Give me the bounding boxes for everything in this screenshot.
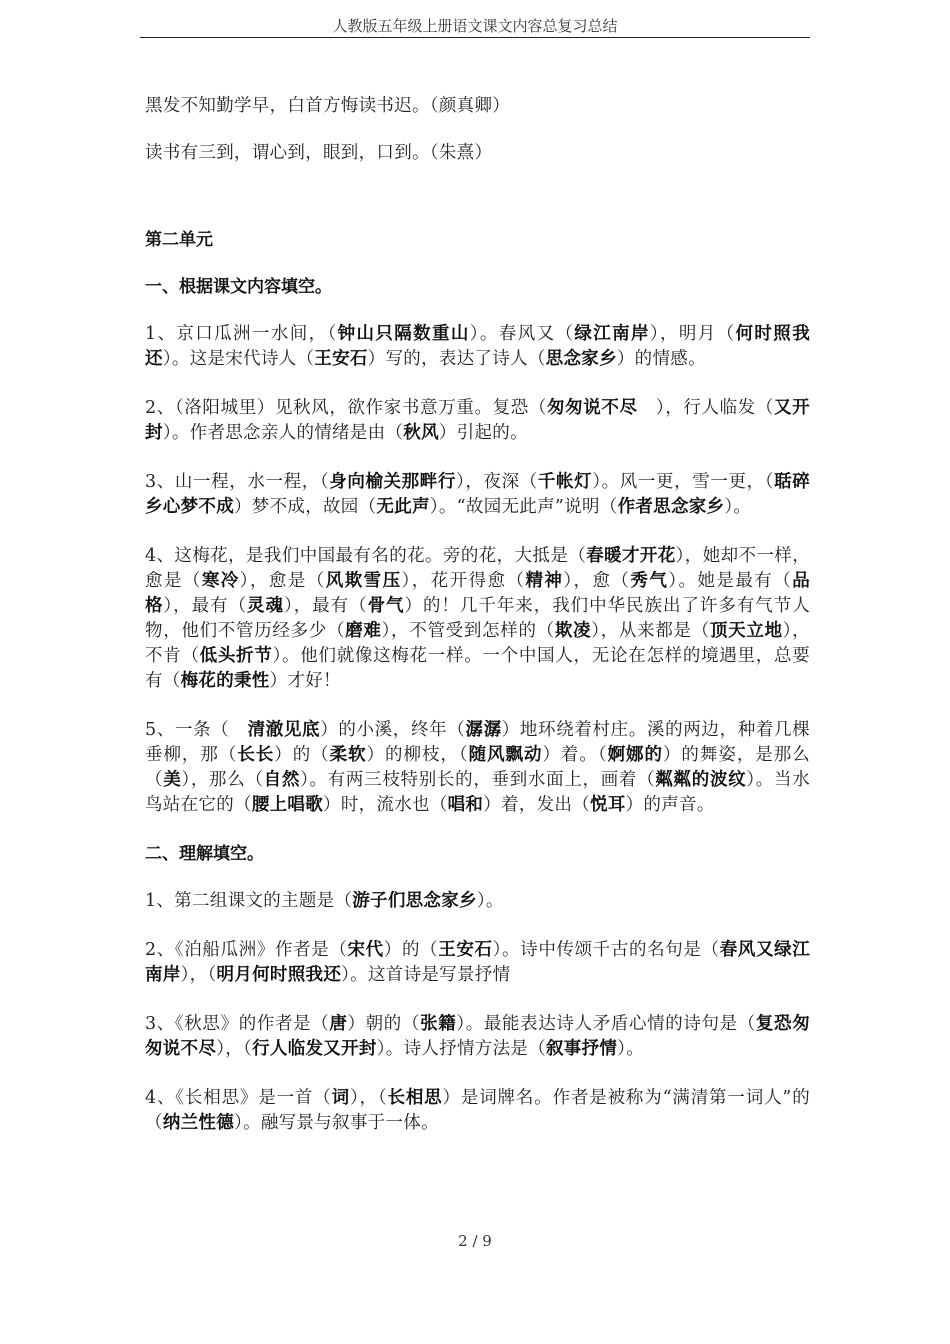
prompt-text: ），那么（ — [181, 770, 264, 790]
prompt-text: ），（ — [216, 1039, 253, 1059]
prompt-text: ），从来都是（ — [591, 621, 710, 641]
fill-item — [145, 544, 810, 694]
answer-text: 长长 — [237, 745, 275, 765]
fill-item — [145, 938, 810, 988]
prompt-text: ）。当水鸟站在它的（ — [145, 770, 811, 815]
document-body — [145, 94, 810, 1136]
prompt-text: 4、这梅花，是我们中国最有名的花。旁的花，大抵是（ — [145, 546, 587, 566]
fill-item — [145, 322, 810, 372]
answer-text: 千帐灯 — [537, 472, 593, 492]
answer-text: 钟山只隔数重山 — [337, 324, 470, 344]
fill-item — [145, 1012, 810, 1062]
prompt-text: ）的情感。 — [616, 349, 706, 369]
page-number: 2 / 9 — [458, 1232, 492, 1250]
answer-text: 王安石 — [438, 940, 493, 960]
answer-text: 风欺雪压 — [325, 571, 402, 591]
prompt-text: ）的（ — [383, 940, 439, 960]
answer-text: 绿江南岸 — [574, 324, 650, 344]
prompt-text: ）。有两三枝特别长的，垂到水面上，画着（ — [300, 770, 656, 790]
prompt-text: ）是词牌名。作者是被称为“满清第一词人”的（ — [145, 1088, 811, 1133]
answer-text: 潺潺 — [465, 720, 502, 740]
answer-text: 清澈见底 — [247, 720, 321, 740]
answer-text: 作者思念家乡 — [617, 497, 725, 517]
prompt-text: ）引起的。 — [438, 423, 528, 443]
prompt-text: ），行人临发（ — [637, 398, 775, 418]
answer-text: 品格 — [145, 571, 810, 616]
prompt-text: 1、第二组课文的主题是（ — [145, 891, 353, 911]
prompt-text: 5、一条（ — [145, 720, 248, 740]
answer-text: 游子们思念家乡 — [352, 891, 477, 911]
answer-text: 梅花的秉性 — [180, 671, 270, 691]
prompt-text: ）。作者思念亲人的情绪是由（ — [162, 423, 404, 443]
prompt-text: ）的（ — [274, 745, 330, 765]
prompt-text: ），最有（ — [163, 596, 248, 616]
prompt-text: 2、（洛阳城里）见秋风，欲作家书意万重。复恐（ — [145, 398, 548, 418]
answer-text: 纳兰性德 — [162, 1113, 235, 1133]
prompt-text: 3、《秋思》的作者是（ — [145, 1014, 330, 1034]
answer-text: 低头折节 — [199, 646, 273, 666]
prompt-text: ）才好！ — [269, 671, 341, 691]
answer-text: 唱和 — [447, 795, 484, 815]
answer-text: 唐 — [329, 1014, 348, 1034]
prompt-text: ）。诗中传颂千古的名句是（ — [492, 940, 720, 960]
answer-text: 悦耳 — [590, 795, 626, 815]
unit-title: 第二单元 — [145, 230, 213, 250]
answer-text: 思念家乡 — [545, 349, 617, 369]
fill-item — [145, 470, 810, 520]
answer-text: 寒冷 — [201, 571, 240, 591]
answer-text: 顶天立地 — [709, 621, 783, 641]
answer-text: 春暖才开花 — [586, 546, 676, 566]
page-header-title: 人教版五年级上册语文课文内容总复习总结 — [332, 17, 618, 35]
answer-text: 自然 — [263, 770, 301, 790]
quote-line: 黑发不知勤学早，白首方悔读书迟。（颜真卿） — [145, 96, 511, 116]
prompt-text: ）。风一更，雪一更，（ — [592, 472, 775, 492]
section-title: 一、根据课文内容填空。 — [145, 277, 332, 297]
answer-text: 粼粼的波纹 — [655, 770, 747, 790]
prompt-text: ）着。（ — [542, 745, 608, 765]
prompt-text: ），花开得愈（ — [401, 571, 526, 591]
answer-text: 宋代 — [347, 940, 384, 960]
answer-text: 柔软 — [329, 745, 367, 765]
prompt-text: ）。 — [617, 1039, 645, 1059]
prompt-text: ）。这首诗是写景抒情 — [341, 965, 511, 985]
prompt-text: ），愈（ — [563, 571, 631, 591]
prompt-text: ）。他们就像这梅花一样。一个中国人，无论在怎样的境遇里，总要有（ — [145, 646, 811, 691]
prompt-text: ），她却不一样，愈是（ — [145, 546, 810, 591]
prompt-text: ）朝的（ — [347, 1014, 421, 1034]
answer-text: 美 — [163, 770, 182, 790]
prompt-text: ）的柳枝，（ — [366, 745, 469, 765]
prompt-text: ）的小溪，终年（ — [320, 720, 466, 740]
answer-text: 灵魂 — [247, 596, 284, 616]
answer-text: 婀娜的 — [607, 745, 663, 765]
answer-text: 秀气 — [630, 571, 669, 591]
answer-text: 随风飘动 — [468, 745, 543, 765]
prompt-text: ）。 — [476, 891, 504, 911]
answer-text: 长相思 — [387, 1088, 443, 1108]
answer-text: 腰上唱歌 — [251, 795, 324, 815]
answer-text: 明月何时照我还 — [216, 965, 342, 985]
prompt-text: ）写的，表达了诗人（ — [367, 349, 546, 369]
prompt-text: ）。 — [724, 497, 752, 517]
answer-text: 聒碎乡心梦不成 — [145, 472, 810, 517]
prompt-text: ）的！几千年来，我们中华民族出了许多有气节人物，他们不管历经多少（ — [145, 596, 811, 641]
prompt-text: ）的舞姿，是那么（ — [145, 745, 811, 790]
answer-text: 行人临发又开封 — [252, 1039, 377, 1059]
answer-text: 复恐匆匆说不尽 — [145, 1014, 810, 1059]
prompt-text: ）梦不成，故园（ — [234, 497, 377, 517]
answer-text: 精神 — [525, 571, 564, 591]
header-divider — [140, 37, 810, 38]
section-title: 二、理解填空。 — [145, 844, 264, 864]
prompt-text: ），不管受到怎样的（ — [381, 621, 555, 641]
prompt-text: 1、京口瓜洲一水间，（ — [145, 324, 338, 344]
prompt-text: ）。这是宋代诗人（ — [162, 349, 315, 369]
answer-text: 秋风 — [403, 423, 439, 443]
prompt-text: 3、山一程，水一程，（ — [145, 472, 330, 492]
prompt-text: ）。春风又（ — [469, 324, 575, 344]
answer-text: 叙事抒情 — [545, 1039, 618, 1059]
fill-item — [145, 889, 810, 914]
answer-text: 骨气 — [367, 596, 405, 616]
answer-text: 欺凌 — [554, 621, 592, 641]
fill-item — [145, 1086, 810, 1136]
prompt-text: ），不肯（ — [145, 621, 810, 666]
prompt-text: ）地环绕着村庄。溪的两边，种着几棵垂柳，那（ — [145, 720, 810, 765]
prompt-text: ）。最能表达诗人矛盾心情的诗句是（ — [456, 1014, 756, 1034]
answer-text: 又开封 — [145, 398, 810, 443]
prompt-text: ）。诗人抒情方法是（ — [376, 1039, 546, 1059]
prompt-text: ），（ — [349, 1088, 388, 1108]
answer-text: 何时照我还 — [145, 324, 810, 369]
prompt-text: ），最有（ — [283, 596, 368, 616]
quote-line: 读书有三到，谓心到，眼到，口到。（朱熹） — [145, 143, 493, 163]
prompt-text: ），愈是（ — [239, 571, 326, 591]
answer-text: 春风又绿江南岸 — [145, 940, 811, 985]
answer-text: 张籍 — [420, 1014, 457, 1034]
prompt-text: ）着，发出（ — [483, 795, 591, 815]
prompt-text: ）。她是最有（ — [668, 571, 793, 591]
answer-text: 词 — [331, 1088, 350, 1108]
fill-item — [145, 718, 810, 818]
answer-text: 王安石 — [314, 349, 368, 369]
answer-text: 磨难 — [345, 621, 382, 641]
answer-text: 匆匆说不尽 — [547, 398, 638, 418]
answer-text: 身向榆关那畔行 — [329, 472, 457, 492]
prompt-text: ）。“故园无此声”说明（ — [429, 497, 618, 517]
prompt-text: ）时，流水也（ — [323, 795, 448, 815]
prompt-text: ）的声音。 — [625, 795, 715, 815]
prompt-text: ），（ — [180, 965, 217, 985]
prompt-text: 2、《泊船瓜洲》作者是（ — [145, 940, 348, 960]
answer-text: 无此声 — [376, 497, 430, 517]
prompt-text: ），明月（ — [649, 324, 736, 344]
fill-item — [145, 396, 810, 446]
prompt-text: ）。融写景与叙事于一体。 — [234, 1113, 439, 1133]
prompt-text: ），夜深（ — [456, 472, 538, 492]
prompt-text: 4、《长相思》是一首（ — [145, 1088, 332, 1108]
